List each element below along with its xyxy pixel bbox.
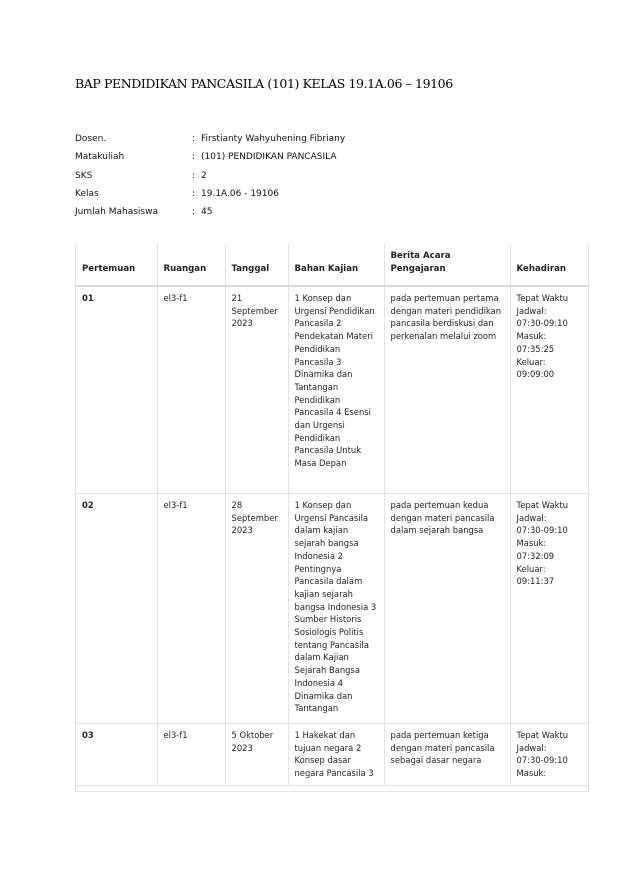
meta-value: 2 <box>201 170 207 181</box>
cell-kehadiran <box>510 286 588 494</box>
cell-ruangan: el3-f1 <box>157 494 225 724</box>
meta-label: SKS <box>75 170 93 181</box>
cell-bahan-kajian: 1 Konsep dan Urgensi Pancasila dalam kajian sejarah bangsa Indonesia 2 Pentingnya Pancasila dalam kajian sejarah bangsa Indonesia 3 Sumber Historis Sosiologis Politis tentang Pancasila dalam Kajian Sejarah Bangsa Indonesia 4 Dinamika dan Tantangan <box>288 494 384 724</box>
meta-row-kelas <box>75 185 345 203</box>
cell-berita-acara: pada pertemuan kedua dengan materi pancasila dalam sejarah bangsa <box>384 494 510 724</box>
attendance-status: Tepat Waktu <box>516 293 569 303</box>
attendance-status: Tepat Waktu <box>516 730 569 740</box>
meta-value: Firstianty Wahyuhening Fibriany <box>201 134 346 144</box>
cell-tanggal: 28 September 2023 <box>225 494 288 724</box>
column-header-bahan-kajian: Bahan Kajian <box>288 244 384 286</box>
cell-ruangan: el3-f1 <box>157 286 225 494</box>
meta-label: Dosen. <box>75 134 107 144</box>
meta-value: (101) PENDIDIKAN PANCASILA <box>201 152 337 163</box>
meta-label: Matakuliah <box>75 152 125 163</box>
cell-berita-acara: pada pertemuan pertama dengan materi pendidikan pancasila berdiskusi dan perkenalan melalui zoom <box>384 286 510 494</box>
meta-row-sks <box>75 167 345 185</box>
column-header-berita-acara: Berita Acara Pengajaran <box>384 244 510 286</box>
table-row <box>76 286 588 494</box>
attendance-line: Keluar: <box>516 356 546 367</box>
meta-separator: : <box>192 207 196 218</box>
cell-pertemuan: 01 <box>76 286 157 494</box>
meta-separator: : <box>192 170 196 181</box>
attendance-line: 07:35:25 <box>516 343 555 354</box>
attendance-line: 07:30-09:10 <box>516 318 568 329</box>
document-title: BAP PENDIDIKAN PANCASILA (101) KELAS 19.1A.06 – 19106 <box>75 76 453 91</box>
attendance-line: 07:30-09:10 <box>516 755 568 766</box>
attendance-table-container <box>75 244 589 792</box>
meta-label: Kelas <box>75 188 99 199</box>
attendance-line: Masuk: <box>516 768 547 779</box>
cell-bahan-kajian: 1 Konsep dan Urgensi Pendidikan Pancasila 2 Pendekatan Materi Pendidikan Pancasila 3 Dinamika dan Tantangan Pendidikan Pancasila 4 Esensi dan Urgensi Pendidikan Pancasila Untuk Masa Depan <box>288 286 384 494</box>
cell-pertemuan: 02 <box>76 494 157 724</box>
attendance-line: Masuk: <box>516 331 547 342</box>
table-header-row <box>76 244 588 286</box>
attendance-line: Masuk: <box>516 538 547 549</box>
attendance-line: Jadwal: <box>516 512 547 523</box>
table-row <box>76 724 588 786</box>
attendance-line: Jadwal: <box>516 742 547 753</box>
course-info <box>75 130 345 221</box>
attendance-line: 09:11:37 <box>516 576 555 587</box>
attendance-line: 07:30-09:10 <box>516 525 568 536</box>
cell-berita-acara: pada pertemuan ketiga dengan materi pancasila sebagai dasar negara <box>384 724 510 786</box>
cell-ruangan: el3-f1 <box>157 724 225 786</box>
cell-tanggal: 21 September 2023 <box>225 286 288 494</box>
attendance-line: 07:32:09 <box>516 550 555 561</box>
meta-separator: : <box>192 134 196 144</box>
meta-row-jumlah-mahasiswa <box>75 203 345 221</box>
attendance-table <box>76 244 588 786</box>
cell-pertemuan: 03 <box>76 724 157 786</box>
column-header-pertemuan: Pertemuan <box>76 244 157 286</box>
meta-row-matakuliah <box>75 148 345 166</box>
cell-kehadiran <box>510 494 588 724</box>
column-header-ruangan: Ruangan <box>157 244 225 286</box>
cell-bahan-kajian: 1 Hakekat dan tujuan negara 2 Konsep dasar negara Pancasila 3 <box>288 724 384 786</box>
meta-label: Jumlah Mahasiswa <box>75 207 158 218</box>
meta-separator: : <box>192 152 196 163</box>
attendance-line: Keluar: <box>516 563 546 574</box>
meta-value: 19.1A.06 - 19106 <box>201 188 279 199</box>
attendance-status: Tepat Waktu <box>516 500 569 510</box>
table-row <box>76 494 588 724</box>
cell-kehadiran <box>510 724 588 786</box>
cell-tanggal: 5 Oktober 2023 <box>225 724 288 786</box>
column-header-tanggal: Tanggal <box>225 244 288 286</box>
attendance-line: Jadwal: <box>516 305 547 316</box>
meta-value: 45 <box>201 207 213 218</box>
meta-row-dosen <box>75 130 345 148</box>
attendance-line: 09:09:00 <box>516 369 555 380</box>
column-header-kehadiran: Kehadiran <box>510 244 588 286</box>
meta-separator: : <box>192 188 196 199</box>
